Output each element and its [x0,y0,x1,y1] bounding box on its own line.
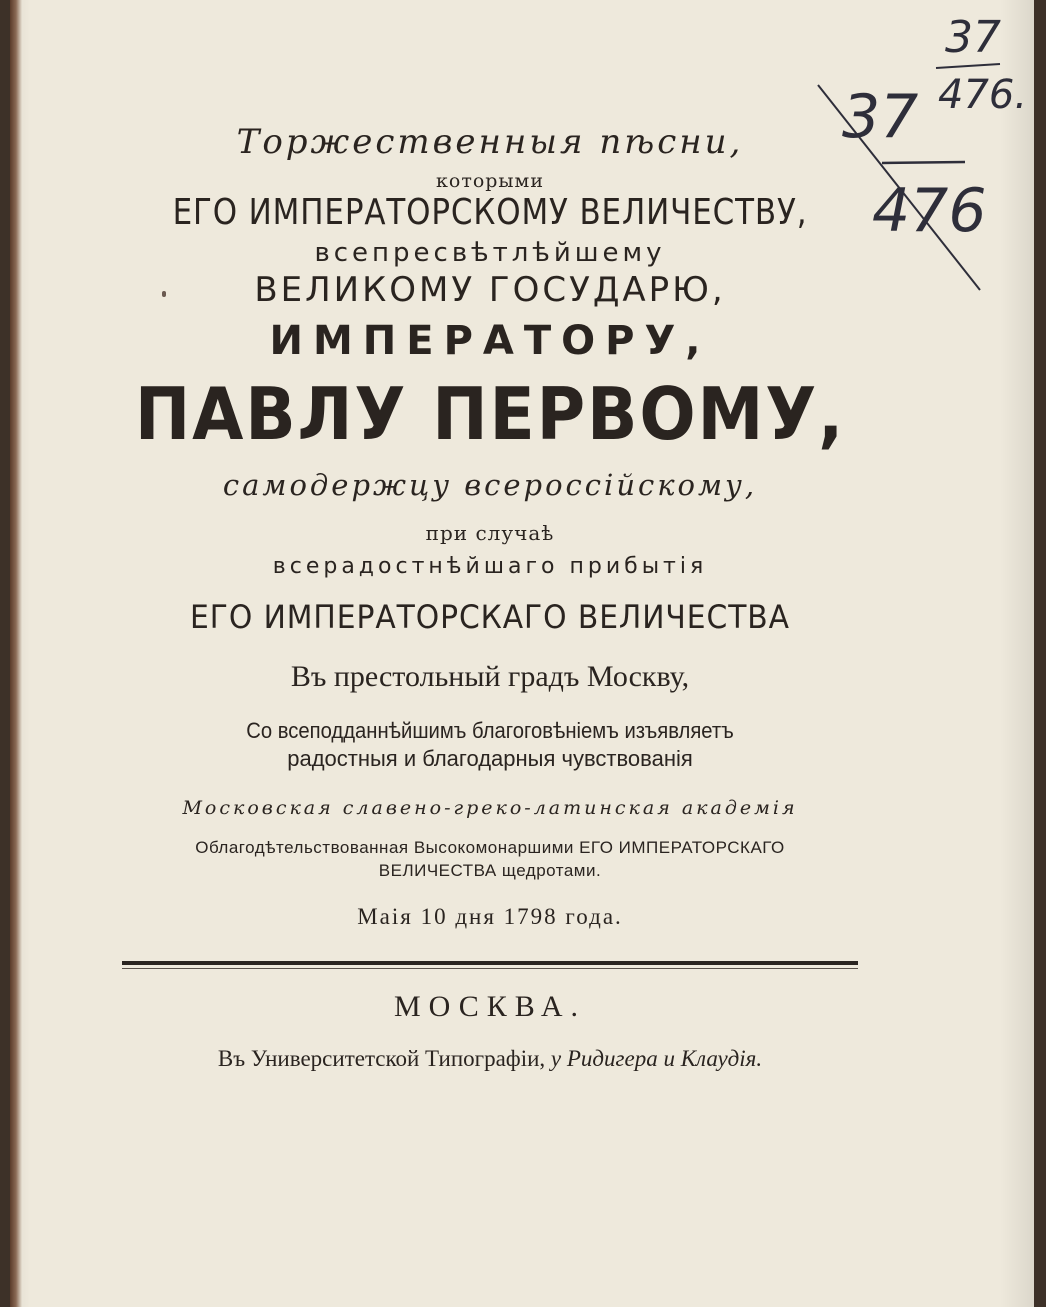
handwritten-top-number: 37 [945,12,1001,63]
title-line-great-sovereign: ВЕЛИКОМУ ГОСУДАРЮ, [254,270,726,310]
imprint-publishers: у Ридигера и Клаудія. [550,1046,763,1071]
title-line-imperial-majesty: ЕГО ИМПЕРАТОРСКАГО ВЕЛИЧЕСТВА [190,598,790,636]
handwritten-stamp-sub: 476 [872,176,987,246]
handwritten-stamp-number: 37 [842,82,919,152]
title-line-most-serene: всепресвѣтлѣйшему [314,238,666,268]
title-line-bestowed: Облагодѣтельствованная Высокомонаршими ЕГО ИМПЕРАТОРСКАГО [195,838,785,857]
imprint-press: Въ Университетской Типографіи, [217,1046,551,1071]
title-line-on-occasion: при случаѣ [425,521,555,545]
title-line-joyful-arrival: всерадостнѣйшаго прибытія [272,554,708,579]
title-line-emperor: ИМПЕРАТОРУ, [269,318,711,364]
title-line-reverence: Со всеподданнѣйшимъ благоговѣніемъ изъявляетъ [246,718,734,743]
title-line-paul-first: ПАВЛУ ПЕРВОМУ, [134,372,846,456]
handwritten-top-sub: 476. [938,72,1028,118]
title-line-solemn-songs: Торжественныя пѣсни, [236,122,744,162]
title-line-moscow-city: Въ престольный градъ Москву, [290,660,690,693]
title-line-which: которыми [436,170,544,192]
title-line-feelings: радостныя и благодарныя чувствованія [287,746,693,771]
title-line-his-majesty: ЕГО ИМПЕРАТОРСКОМУ ВЕЛИЧЕСТВУ, [172,192,808,233]
title-line-bounties: ВЕЛИЧЕСТВА щедротами. [378,861,602,880]
title-line-date: Маія 10 дня 1798 года. [357,904,623,929]
title-page-sheet [10,0,1034,1307]
imprint-city: МОСКВА. [393,990,586,1023]
pencil-fraction-bar-top [936,64,1000,68]
title-line-autocrat: самодержцу всероссійскому, [222,468,758,502]
pencil-fraction-bar-stamp [882,162,965,163]
title-line-academy: Московская славено-греко-латинская академія [182,797,798,819]
